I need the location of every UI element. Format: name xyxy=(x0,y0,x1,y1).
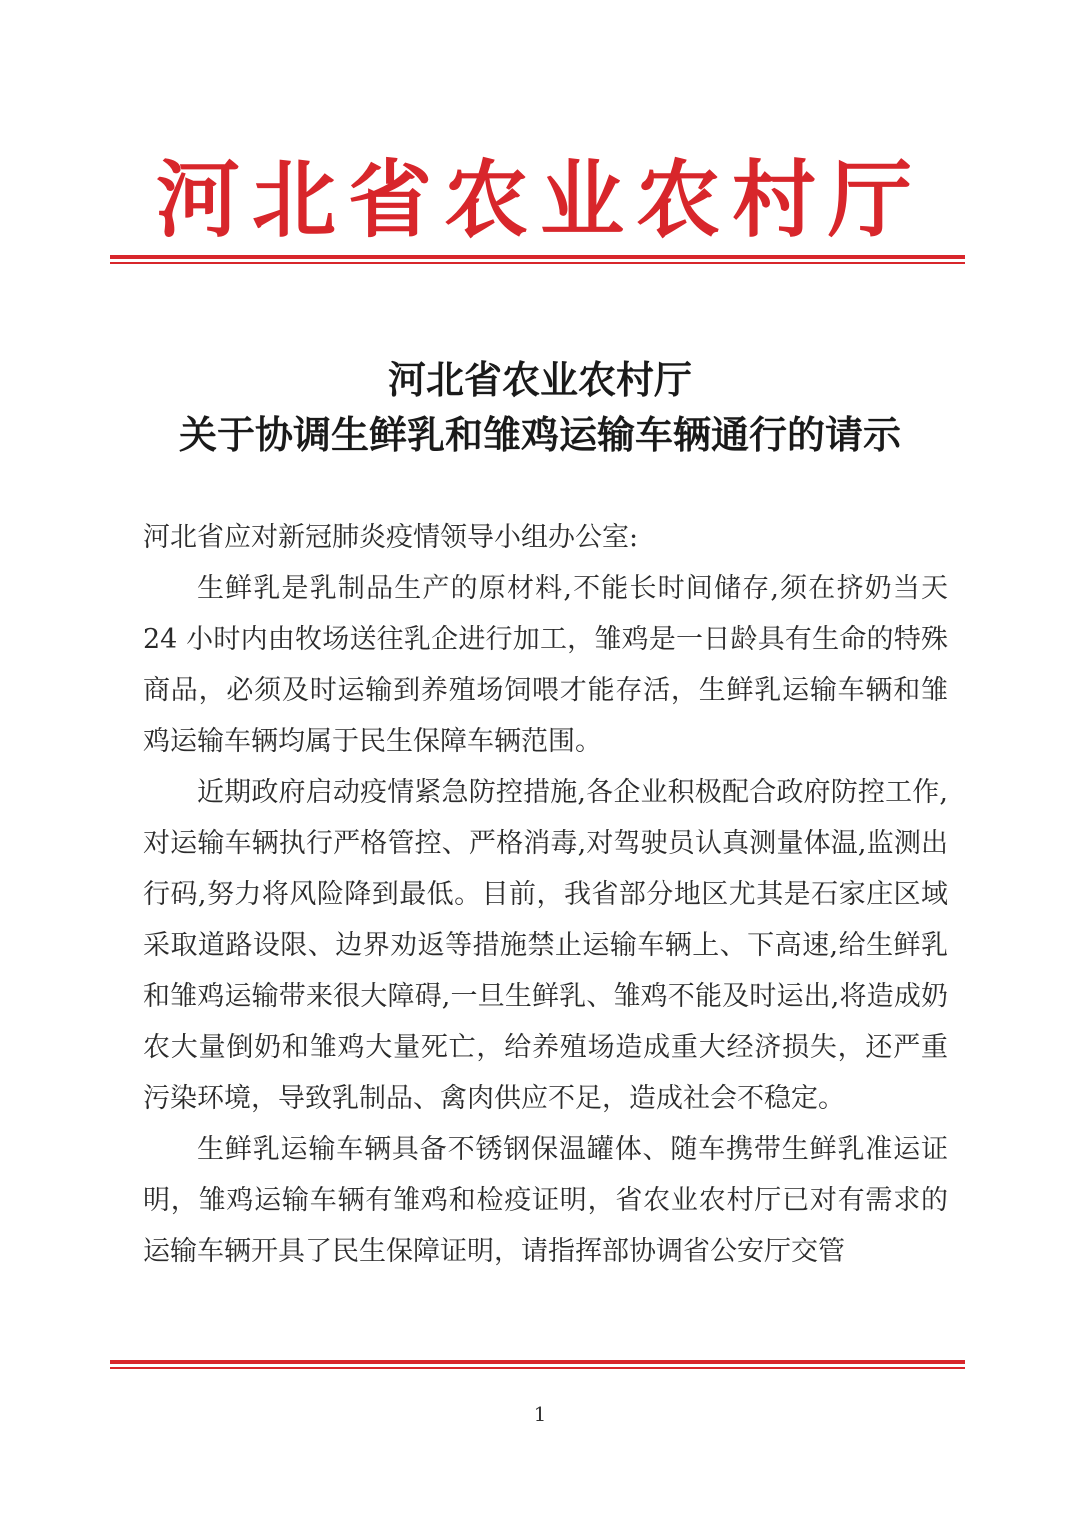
body-paragraph-1: 生鲜乳是乳制品生产的原材料,不能长时间储存,须在挤奶当天 24 小时内由牧场送往乳企进行加工，雏鸡是一日龄具有生命的特殊商品，必须及时运输到养殖场饲喂才能存活，生鲜乳运输车辆和雏鸡运输车辆均属于民生保障车辆范围。 xyxy=(143,573,948,757)
document-title-line-1: 河北省农业农村厅 xyxy=(387,357,692,402)
footer-red-rule xyxy=(110,1360,965,1369)
rule-thin-line xyxy=(110,262,965,264)
masthead-org-name: 河北省农业农村厅 xyxy=(155,150,924,249)
page-number: 1 xyxy=(533,1402,547,1426)
masthead-red-rule xyxy=(110,255,965,264)
rule-thick-line xyxy=(110,1360,965,1364)
body-paragraph-3: 生鲜乳运输车辆具备不锈钢保温罐体、随车携带生鲜乳准运证明，雏鸡运输车辆有雏鸡和检疫证明，省农业农村厅已对有需求的运输车辆开具了民生保障证明，请指挥部协调省公安厅交管 xyxy=(143,1134,948,1267)
document-body xyxy=(143,512,948,1277)
salutation: 河北省应对新冠肺炎疫情领导小组办公室: xyxy=(143,522,639,553)
body-paragraph-2: 近期政府启动疫情紧急防控措施,各企业积极配合政府防控工作,对运输车辆执行严格管控、严格消毒,对驾驶员认真测量体温,监测出行码,努力将风险降到最低。目前，我省部分地区尤其是石家庄区域采取道路设限、边界劝返等措施禁止运输车辆上、下高速,给生鲜乳和雏鸡运输带来很大障碍,一旦生鲜乳、雏鸡不能及时运出,将造成奶农大量倒奶和雏鸡大量死亡，给养殖场造成重大经济损失，还严重污染环境，导致乳制品、禽肉供应不足，造成社会不稳定。 xyxy=(143,777,948,1114)
document-title-line-2: 关于协调生鲜乳和雏鸡运输车辆通行的请示 xyxy=(178,412,901,457)
rule-thick-line xyxy=(110,255,965,259)
rule-thin-line xyxy=(110,1367,965,1369)
